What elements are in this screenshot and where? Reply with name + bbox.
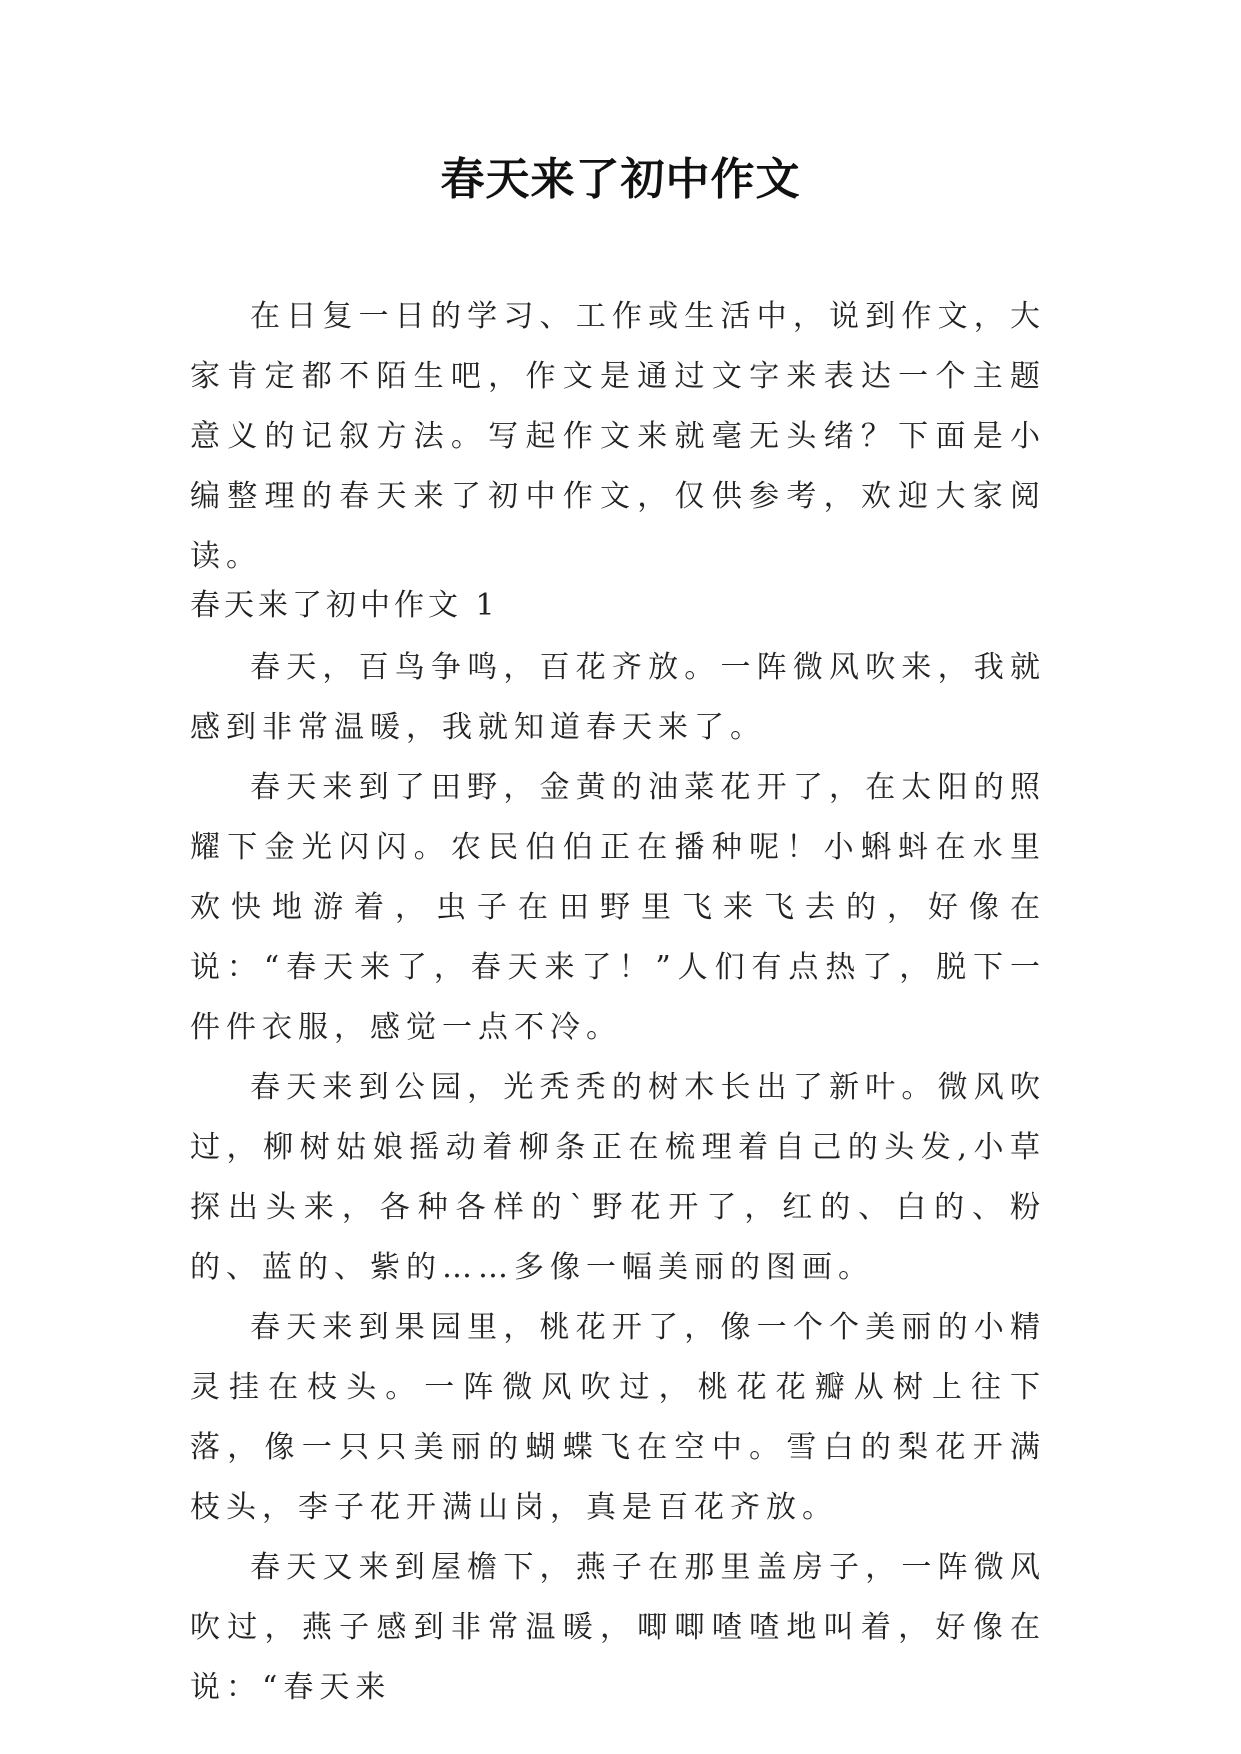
intro-paragraph: 在日复一日的学习、工作或生活中，说到作文，大家肯定都不陌生吧，作文是通过文字来表达一个主题意义的记叙方法。写起作文来就毫无头绪？下面是小编整理的春天来了初中作文，仅供参考，欢迎大家阅读。	[190, 299, 1046, 574]
essay-paragraph: 春天来到公园，光秃秃的树木长出了新叶。微风吹过，柳树姑娘摇动着柳条正在梳理着自己的头发,小草探出头来，各种各样的`野花开了，红的、白的、粉的、蓝的、紫的……多像一幅美丽的图画。	[190, 1070, 1046, 1285]
essay-paragraph: 春天又来到屋檐下，燕子在那里盖房子，一阵微风吹过，燕子感到非常温暖，唧唧喳喳地叫着，好像在说：“春天来	[190, 1550, 1046, 1705]
intro-block	[190, 287, 1046, 587]
essay-paragraph: 春天，百鸟争鸣，百花齐放。一阵微风吹来，我就感到非常温暖，我就知道春天来了。	[190, 650, 1046, 745]
essay-section-1	[190, 576, 1046, 1718]
section-heading: 春天来了初中作文 1	[190, 588, 499, 623]
document-title: 春天来了初中作文	[440, 154, 801, 205]
essay-paragraph: 春天来到了田野，金黄的油菜花开了，在太阳的照耀下金光闪闪。农民伯伯正在播种呢！小蝌蚪在水里欢快地游着，虫子在田野里飞来飞去的，好像在说：“春天来了，春天来了！”人们有点热了，脱下一件件衣服，感觉一点不冷。	[190, 770, 1046, 1045]
essay-paragraph: 春天来到果园里，桃花开了，像一个个美丽的小精灵挂在枝头。一阵微风吹过，桃花花瓣从树上往下落，像一只只美丽的蝴蝶飞在空中。雪白的梨花开满枝头，李子花开满山岗，真是百花齐放。	[190, 1310, 1046, 1525]
